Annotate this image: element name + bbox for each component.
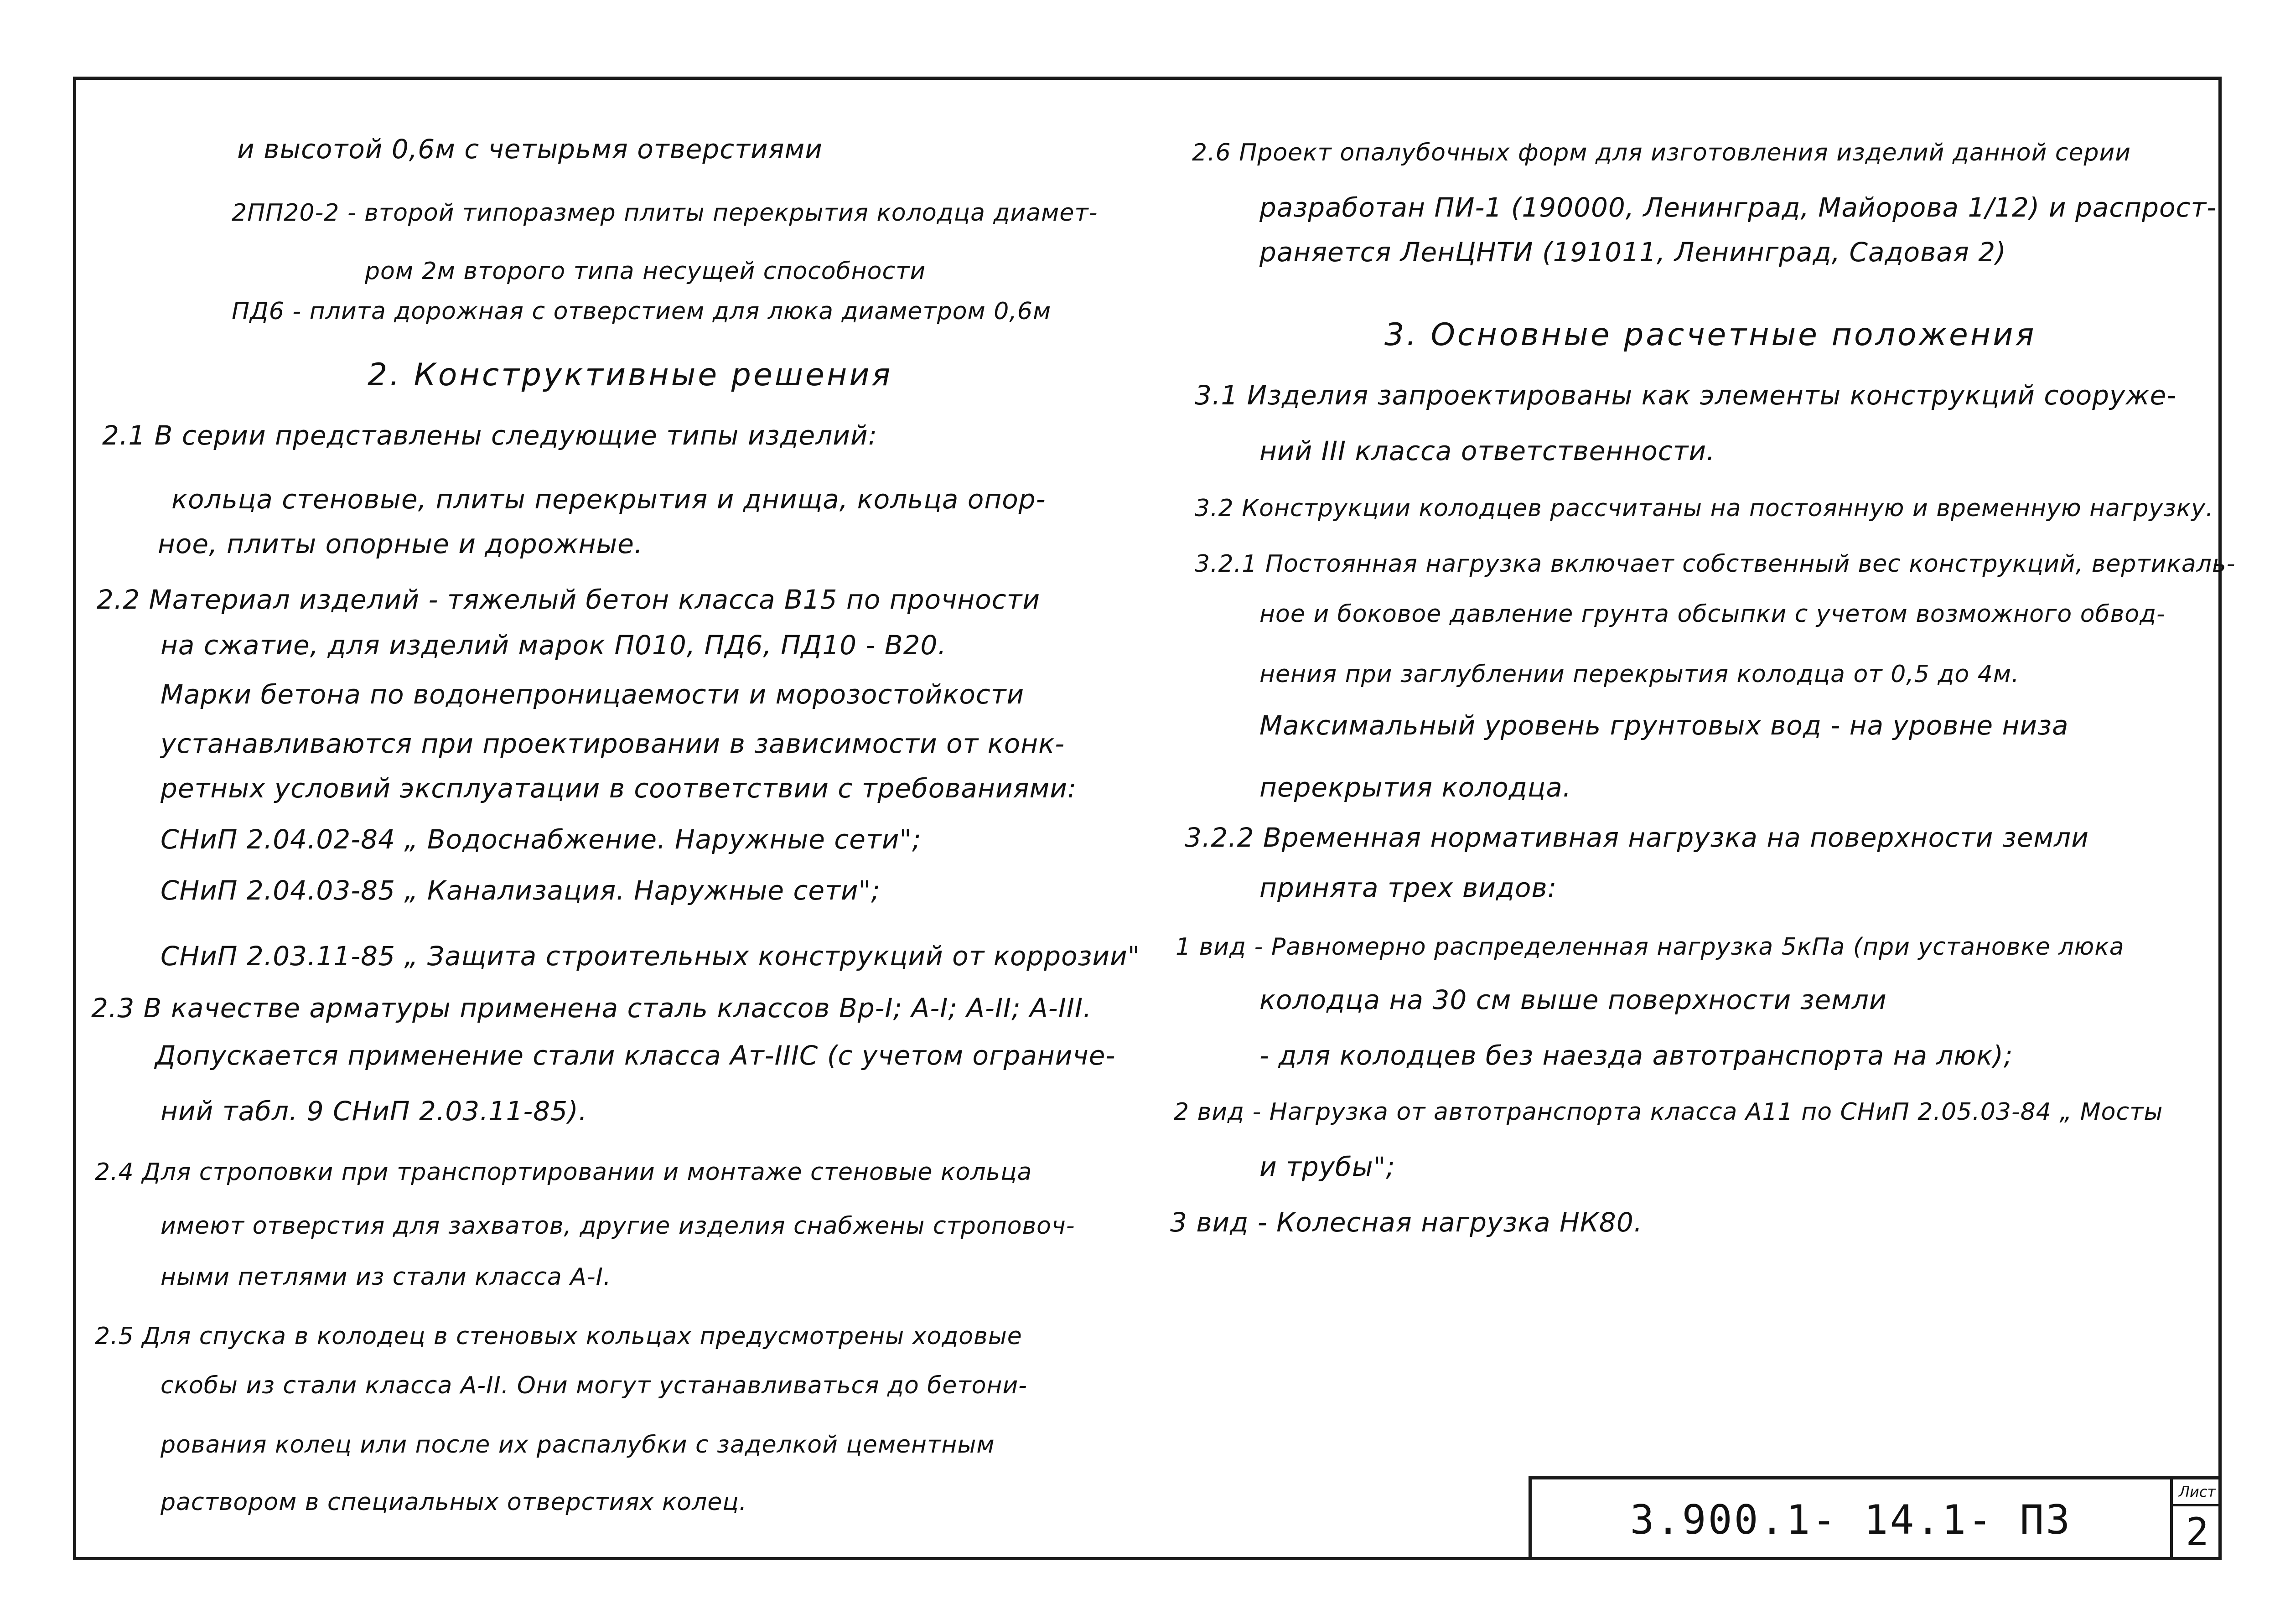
text-line: СНиП 2.03.11-85 „ Защита строительных конструкций от коррозии"	[161, 941, 1140, 972]
text-line: 2.2 Материал изделий - тяжелый бетон класса В15 по прочности	[97, 584, 1041, 615]
text-line: ний табл. 9 СНиП 2.03.11-85).	[161, 1096, 588, 1127]
text-line: и трубы";	[1259, 1151, 1395, 1182]
text-line: 2.5 Для спуска в колодец в стеновых кольцах предусмотрены ходовые	[95, 1323, 1022, 1350]
text-line: СНиП 2.04.02-84 „ Водоснабжение. Наружные сети";	[161, 824, 922, 855]
text-line: ное и боковое давление грунта обсыпки с учетом возможного обвод-	[1259, 600, 2166, 628]
text-line: 2.3 В качестве арматуры применена сталь классов Вр-I; А-I; А-II; А-III.	[91, 993, 1092, 1024]
text-line: 3.2 Конструкции колодцев рассчитаны на постоянную и временную нагрузку.	[1195, 495, 2214, 522]
document-code: 3.900.1- 14.1- П3	[1630, 1496, 2072, 1543]
text-line: ными петлями из стали класса А-I.	[161, 1263, 611, 1291]
section-heading: 3. Основные расчетные положения	[1384, 317, 2036, 353]
text-line: 2.4 Для строповки при транспортировании и монтаже стеновые кольца	[95, 1159, 1032, 1186]
text-line: рования колец или после их распалубки с заделкой цементным	[161, 1431, 995, 1458]
text-line: Марки бетона по водонепроницаемости и морозостойкости	[161, 679, 1025, 710]
text-line: СНиП 2.04.03-85 „ Канализация. Наружные сети";	[161, 875, 881, 906]
text-line: и высотой 0,6м с четырьмя отверстиями	[237, 134, 823, 165]
text-line: перекрытия колодца.	[1259, 772, 1572, 803]
text-line: на сжатие, для изделий марок П010, ПД6, ПД10 - В20.	[161, 630, 947, 661]
text-line: Максимальный уровень грунтовых вод - на уровне низа	[1259, 710, 2069, 741]
text-line: - для колодцев без наезда автотранспорта на люк);	[1259, 1040, 2013, 1071]
text-line: ний III класса ответственности.	[1259, 435, 1715, 466]
text-line: ПД6 - плита дорожная с отверстием для люка диаметром 0,6м	[232, 298, 1052, 325]
text-line: 1 вид - Равномерно распределенная нагрузка 5кПа (при установке люка	[1176, 933, 2125, 961]
title-block	[1529, 1476, 2222, 1560]
text-line: принята трех видов:	[1259, 872, 1557, 903]
text-line: 2.1 В серии представлены следующие типы изделий:	[102, 420, 878, 451]
text-line: кольца стеновые, плиты перекрытия и днища, кольца опор-	[171, 484, 1046, 515]
text-line: 2ПП20-2 - второй типоразмер плиты перекрытия колодца диамет-	[232, 199, 1098, 227]
text-line: ром 2м второго типа несущей способности	[365, 258, 926, 285]
sheet-number: 2	[2186, 1510, 2209, 1554]
text-line: нения при заглублении перекрытия колодца от 0,5 до 4м.	[1259, 661, 2020, 688]
text-line: 2.6 Проект опалубочных форм для изготовления изделий данной серии	[1192, 139, 2131, 166]
sheet-cell	[2170, 1479, 2222, 1560]
text-line: ное, плиты опорные и дорожные.	[158, 528, 643, 559]
text-line: 3 вид - Колесная нагрузка НК80.	[1170, 1207, 1643, 1238]
text-line: скобы из стали класса А-II. Они могут устанавливаться до бетони-	[161, 1372, 1028, 1399]
text-line: 2 вид - Нагрузка от автотранспорта класса А11 по СНиП 2.05.03-84 „ Мосты	[1174, 1098, 2163, 1126]
section-heading: 2. Конструктивные решения	[368, 357, 893, 393]
text-line: ретных условий эксплуатации в соответствии с требованиями:	[161, 773, 1077, 804]
text-line: 3.2.1 Постоянная нагрузка включает собственный вес конструкций, вертикаль-	[1195, 550, 2236, 578]
text-line: колодца на 30 см выше поверхности земли	[1259, 984, 1887, 1015]
text-line: имеют отверстия для захватов, другие изделия снабжены строповоч-	[161, 1212, 1075, 1240]
sheet-label: Лист	[2173, 1481, 2222, 1506]
text-line: 3.1 Изделия запроектированы как элементы конструкций сооруже-	[1195, 380, 2177, 411]
text-line: раняется ЛенЦНТИ (191011, Ленинград, Садовая 2)	[1259, 237, 2006, 268]
text-line: устанавливаются при проектировании в зависимости от конк-	[161, 728, 1065, 759]
text-line: Допускается применение стали класса Ат-IIIС (с учетом ограниче-	[155, 1040, 1116, 1071]
text-line: раствором в специальных отверстиях колец.	[161, 1489, 747, 1516]
text-line: 3.2.2 Временная нормативная нагрузка на поверхности земли	[1185, 822, 2089, 853]
text-line: разработан ПИ-1 (190000, Ленинград, Майорова 1/12) и распрост-	[1259, 192, 2217, 223]
